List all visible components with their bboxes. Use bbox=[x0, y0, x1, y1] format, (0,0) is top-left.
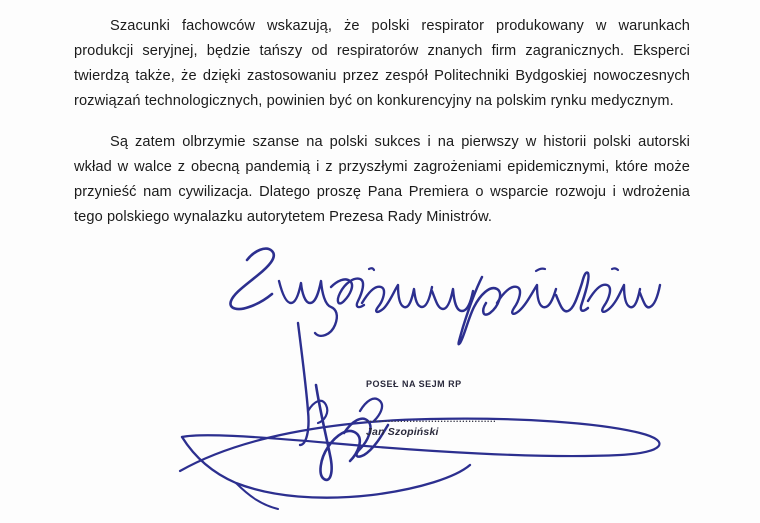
stamp-dotted-line: .......................................... bbox=[366, 414, 497, 424]
paragraph-1: Szacunki fachowców wskazują, że polski respirator produkowany w warunkach produkcji seryjnej, będzie tańszy od respiratorów znanych firm zagranicznych. Eksperci twierdzą także, że dzięki zastosowaniu przez zespół Politechniki Bydgoskiej nowoczesnych rozwiązań technologicznych, powinien być on konkurencyjny na polskim rynku medycznym. bbox=[74, 18, 690, 109]
letter-body bbox=[74, 14, 690, 230]
office-stamp bbox=[366, 378, 566, 438]
handwritten-signature-icon bbox=[0, 215, 760, 523]
stamp-signer-name: Jan Szopiński bbox=[366, 426, 439, 438]
paragraph-2: Są zatem olbrzymie szanse na polski sukces i na pierwszy w historii polski autorski wkład w walce z obecną pandemią i z przyszłymi zagrożeniami epidemicznymi, które może przynieść nam cywilizacja. Dlatego proszę Pana Premiera o wsparcie rozwoju i wdrożenia tego polskiego wynalazku autorytetem Prezesa Rady Ministrów. bbox=[74, 134, 690, 225]
stamp-title: POSEŁ NA SEJM RP bbox=[366, 379, 462, 389]
signature-block bbox=[0, 215, 760, 523]
